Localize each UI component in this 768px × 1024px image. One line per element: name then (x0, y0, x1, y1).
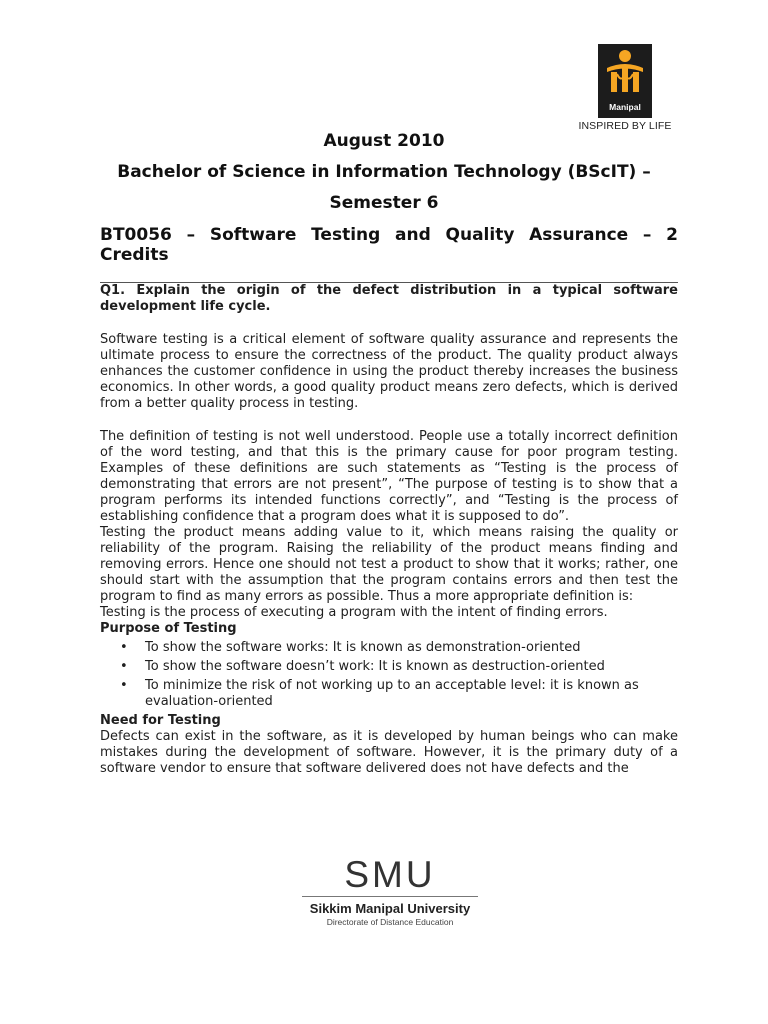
paragraph: Defects can exist in the software, as it is developed by human beings who can make mistakes during the development of software. However, it is the primary duty of a software vendor to ensure that software delivered does not have defects and the (100, 729, 678, 776)
course-title: BT0056 – Software Testing and Quality Assurance – 2 Credits (100, 225, 678, 265)
bullet-icon: • (120, 659, 128, 674)
list-item-text: To show the software doesn’t work: It is known as destruction-oriented (145, 659, 605, 674)
manipal-emblem (598, 44, 652, 118)
list-item-text: To show the software works: It is known as demonstration-oriented (145, 640, 581, 655)
list-item (100, 659, 678, 675)
university-name: Sikkim Manipal University (309, 901, 471, 916)
need-heading: Need for Testing (100, 713, 221, 728)
paragraph: Testing is the process of executing a program with the intent of finding errors. (100, 605, 608, 620)
list-item (100, 678, 678, 710)
semester: Semester 6 (329, 193, 439, 213)
smu-wordmark: SMU (344, 854, 436, 895)
document-body (100, 283, 678, 777)
question: Q1. Explain the origin of the defect distribution in a typical software development life cycle. (100, 283, 678, 314)
purpose-heading: Purpose of Testing (100, 621, 237, 636)
exam-date: August 2010 (323, 131, 445, 151)
paragraph: Software testing is a critical element of software quality assurance and represents the ultimate process to ensure the correctness of the product. The quality product always enhances the customer confidence in using the product thereby increases the business economics. In other words, a good quality product means zero defects, which is derived from a better quality process in testing. (100, 332, 678, 411)
logo-name: Manipal (609, 102, 641, 112)
purpose-list (100, 640, 678, 710)
manipal-emblem-icon (598, 44, 652, 100)
paragraph: Testing the product means adding value to it, which means raising the quality or reliability of the program. Raising the reliability of the product means finding and removing errors. Hence one should not test a product to show that it works; rather, one should start with the assumption that the program contains errors and then test the program to find as many errors as possible. Thus a more appropriate definition is: (100, 525, 678, 604)
list-item-text: To minimize the risk of not working up to an acceptable level: it is known as evaluation-oriented (145, 678, 639, 709)
smu-divider (302, 896, 478, 897)
smu-logo (300, 855, 480, 928)
logo-tagline: INSPIRED BY LIFE (578, 120, 672, 132)
program-title: Bachelor of Science in Information Technology (BScIT) – (117, 162, 651, 182)
paragraph: The definition of testing is not well understood. People use a totally incorrect definition of the word testing, and that this is the primary cause for poor program testing. Examples of these definitions are such statements as “Testing is the process of demonstrating that errors are not present”, “The purpose of testing is to show that a program performs its intended functions correctly”, and “Testing is the process of establishing confidence that a program does what it is supposed to do”. (100, 429, 678, 524)
bullet-icon: • (120, 678, 128, 693)
bullet-icon: • (120, 640, 128, 655)
manipal-logo (570, 44, 680, 134)
university-subtitle: Directorate of Distance Education (326, 917, 454, 927)
list-item (100, 640, 678, 656)
